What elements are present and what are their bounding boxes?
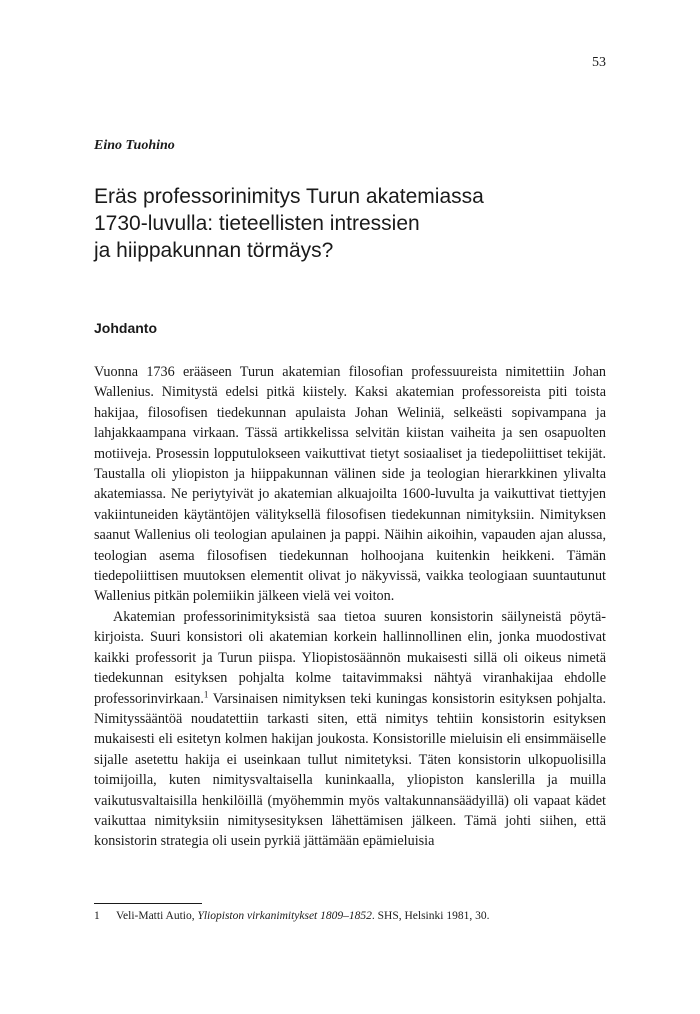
paragraph [94,607,606,852]
title-line: ja hiippakunnan törmäys? [94,239,334,262]
page-number: 53 [592,55,606,70]
section-heading: Johdanto [94,320,157,336]
footnote-number: 1 [94,910,100,922]
footnote-reference[interactable]: 1 [203,688,209,699]
article-body [94,362,606,852]
title-line: Eräs professorinimitys Turun akatemiassa [94,185,484,208]
footnote-source: . SHS, Helsinki 1981, 30. [371,910,490,922]
article-title [94,183,614,264]
title-line: 1730-luvulla: tieteellisten intressien [94,212,420,235]
paragraph-text: Akatemian professorinimityksistä saa tietoa suuren konsistorin säilyneistä pöytäkirjoista. Suuri konsistori oli akatemian korkein hallinnollinen elin, jonka muodostivat kaikki professorit ja Turun piispa. Yliopistosäännön mukaisesti sillä oli oikeus nimetä tiedekunnan esityksen pohjalta kolme taitavimmaksi nähtyä viranhakijaa ehdolle professorinvirkaan. [94,608,606,707]
article-author: Eino Tuohino [94,138,175,153]
paragraph: Vuonna 1736 erääseen Turun akatemian filosofian professuureista nimitettiin Johan Wallenius. Nimitystä edelsi pitkä kiistely. Kaksi akatemian professoreista piti toista hakijaa, filosofisen tiedekunnan apulaista Johan Weliniä, selkeästi sopivampana ja lahjakkaampana virkaan. Tässä artikkelissa selvitän kiistan vaiheita ja sen osapuolten motiiveja. Prosessin lopputulokseen vaikuttivat tietyt sosiaaliset ja tiedepoliittiset tekijät. Taustalla oli yliopiston ja hiippakunnan välinen side ja teologian hierarkkinen ylivalta akatemiassa. Ne periytyivät jo akatemian alkuajoilta 1600-luvulta ja vaikuttivat tiettyjen vakiintuneiden käytäntöjen välityksellä filosofisen tiedekunnan nimityksiin. Nimityksen saanut Wallenius oli teologian apulainen ja pappi. Näihin aikoihin, vapauden ajan alussa, teologian asema filosofisen tiedekunnan holhoojana kuitenkin heikkeni. Tämän tiedepoliittisen muutoksen elementit olivat jo näkyvissä, vaikka teologiaan suuntautunut Wallenius pitkän polemiikin jälkeen vielä vei voiton. [94,364,606,605]
footnote-divider [94,903,202,904]
footnote-title: Yliopiston virkanimitykset 1809–1852 [197,910,372,922]
footnote [94,909,606,924]
footnote-author: Veli-Matti Autio, [116,910,198,922]
paragraph-text: Varsinaisen nimityksen teki kuningas konsistorin esityksen pohjalta. Nimityssääntöä noudatettiin tarkasti siten, että nimitys tehtiin konsistorin esityksen mukaisesti eli esitetyn kolmen hakijan joukosta. Konsistorille mieluisin eli ensimmäiselle sijalle asetettu hakija ei useinkaan tullut nimitetyksi. Täten konsistorin ulkopuolisilla toimijoilla, kuten nimitysvaltaisella kuninkaalla, yliopiston kanslerilla ja muilla vaikutusvaltaisilla henkilöillä (myöhemmin myös valtakunnansäädyillä) oli vapaat kädet vaikuttaa nimityksiin nimitysesityksen lähettämisen jälkeen. Tämä johti siihen, että konsistorin strategia oli usein pyrkiä jättämään epämieluisia [94,690,606,850]
